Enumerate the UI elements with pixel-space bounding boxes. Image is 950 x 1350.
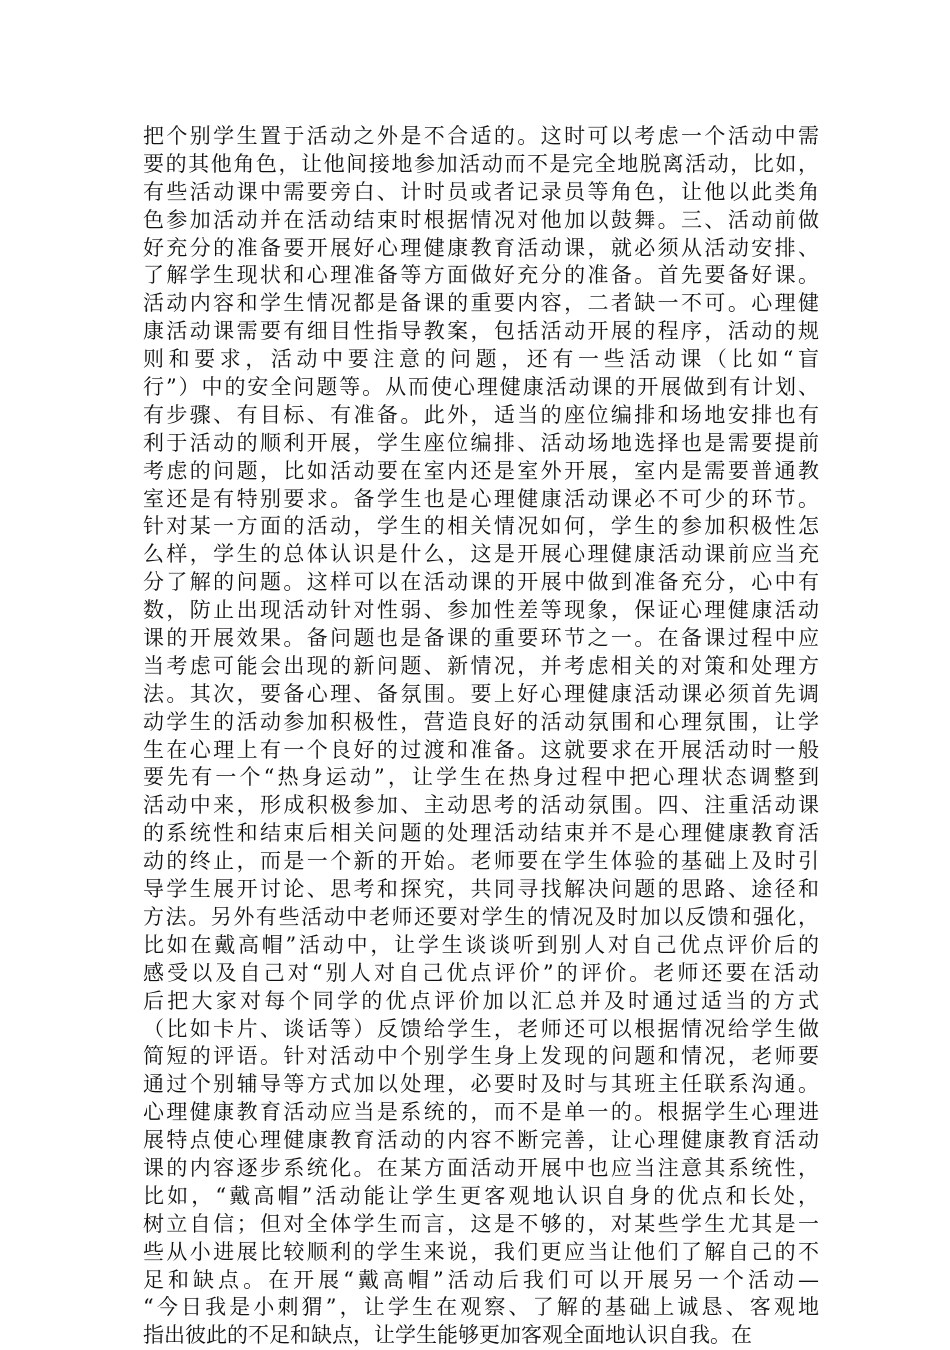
- text-line: 要的其他角色，让他间接地参加活动而不是完全地脱离活动，比如，: [143, 151, 819, 176]
- text-line: 要先有一个“热身运动”，让学生在热身过程中把心理状态调整到: [143, 765, 819, 790]
- text-line: 当考虑可能会出现的新问题、新情况，并考虑相关的对策和处理方: [143, 653, 819, 678]
- text-line: 行”）中的安全问题等。从而使心理健康活动课的开展做到有计划、: [143, 375, 819, 400]
- text-line: 的系统性和结束后相关问题的处理活动结束并不是心理健康教育活: [143, 821, 819, 846]
- text-line: 数，防止出现活动针对性弱、参加性差等现象，保证心理健康活动: [143, 598, 819, 623]
- text-line: 后把大家对每个同学的优点评价加以汇总并及时通过适当的方式: [143, 988, 819, 1013]
- text-line: 利于活动的顺利开展，学生座位编排、活动场地选择也是需要提前: [143, 430, 819, 455]
- text-line: 心理健康教育活动应当是系统的，而不是单一的。根据学生心理进: [143, 1100, 819, 1125]
- text-line: 通过个别辅导等方式加以处理，必要时及时与其班主任联系沟通。: [143, 1072, 819, 1097]
- text-line: 导学生展开讨论、思考和探究，共同寻找解决问题的思路、途径和: [143, 877, 819, 902]
- text-line: 有步骤、有目标、有准备。此外，适当的座位编排和场地安排也有: [143, 402, 819, 427]
- text-line: 指出彼此的不足和缺点，让学生能够更加客观全面地认识自我。在: [143, 1323, 752, 1348]
- text-line: 动学生的活动参加积极性，营造良好的活动氛围和心理氛围，让学: [143, 709, 819, 734]
- text-line: 活动中来，形成积极参加、主动思考的活动氛围。四、注重活动课: [143, 793, 819, 818]
- text-line: 树立自信；但对全体学生而言，这是不够的，对某些学生尤其是一: [143, 1211, 819, 1236]
- text-line: 把个别学生置于活动之外是不合适的。这时可以考虑一个活动中需: [143, 124, 819, 148]
- text-line: 活动内容和学生情况都是备课的重要内容，二者缺一不可。心理健: [143, 291, 819, 316]
- text-line: 室还是有特别要求。备学生也是心理健康活动课必不可少的环节。: [143, 486, 819, 511]
- text-line: 好充分的准备要开展好心理健康教育活动课，就必须从活动安排、: [143, 235, 819, 260]
- text-line: 针对某一方面的活动，学生的相关情况如何，学生的参加积极性怎: [143, 514, 819, 539]
- text-line: 有些活动课中需要旁白、计时员或者记录员等角色，让他以此类角: [143, 179, 819, 204]
- text-line: 色参加活动并在活动结束时根据情况对他加以鼓舞。三、活动前做: [143, 207, 819, 232]
- text-line: 足和缺点。在开展“戴高帽”活动后我们可以开展另一个活动—: [143, 1267, 819, 1292]
- text-line: 动的终止，而是一个新的开始。老师要在学生体验的基础上及时引: [143, 849, 819, 874]
- text-line: 考虑的问题，比如活动要在室内还是室外开展，室内是需要普通教: [143, 458, 819, 483]
- text-line: “今日我是小刺猬”，让学生在观察、了解的基础上诚恳、客观地: [143, 1295, 819, 1320]
- text-line: 分了解的问题。这样可以在活动课的开展中做到准备充分，心中有: [143, 570, 819, 595]
- text-line: 了解学生现状和心理准备等方面做好充分的准备。首先要备好课。: [143, 263, 819, 288]
- text-line: 简短的评语。针对活动中个别学生身上发现的问题和情况，老师要: [143, 1044, 819, 1069]
- text-line: 则和要求，活动中要注意的问题，还有一些活动课（比如“盲: [143, 347, 819, 372]
- text-line: 生在心理上有一个良好的过渡和准备。这就要求在开展活动时一般: [143, 737, 819, 762]
- text-line: （比如卡片、谈话等）反馈给学生，老师还可以根据情况给学生做: [143, 1016, 819, 1041]
- text-line: 么样，学生的总体认识是什么，这是开展心理健康活动课前应当充: [143, 542, 819, 567]
- text-line: 比如，“戴高帽”活动能让学生更客观地认识自身的优点和长处，: [143, 1183, 819, 1208]
- text-line: 法。其次，要备心理、备氛围。要上好心理健康活动课必须首先调: [143, 681, 819, 706]
- text-line: 展特点使心理健康教育活动的内容不断完善，让心理健康教育活动: [143, 1128, 819, 1153]
- text-line: 课的内容逐步系统化。在某方面活动开展中也应当注意其系统性，: [143, 1155, 819, 1180]
- text-line: 比如在戴高帽”活动中，让学生谈谈听到别人对自己优点评价后的: [143, 932, 819, 957]
- text-line: 课的开展效果。备问题也是备课的重要环节之一。在备课过程中应: [143, 626, 819, 651]
- body-text: [143, 123, 819, 1350]
- text-line: 些从小进展比较顺利的学生来说，我们更应当让他们了解自己的不: [143, 1239, 819, 1264]
- text-line: 康活动课需要有细目性指导教案，包括活动开展的程序，活动的规: [143, 319, 819, 344]
- text-line: 方法。另外有些活动中老师还要对学生的情况及时加以反馈和强化，: [143, 904, 819, 929]
- text-line: 感受以及自己对“别人对自己优点评价”的评价。老师还要在活动: [143, 960, 819, 985]
